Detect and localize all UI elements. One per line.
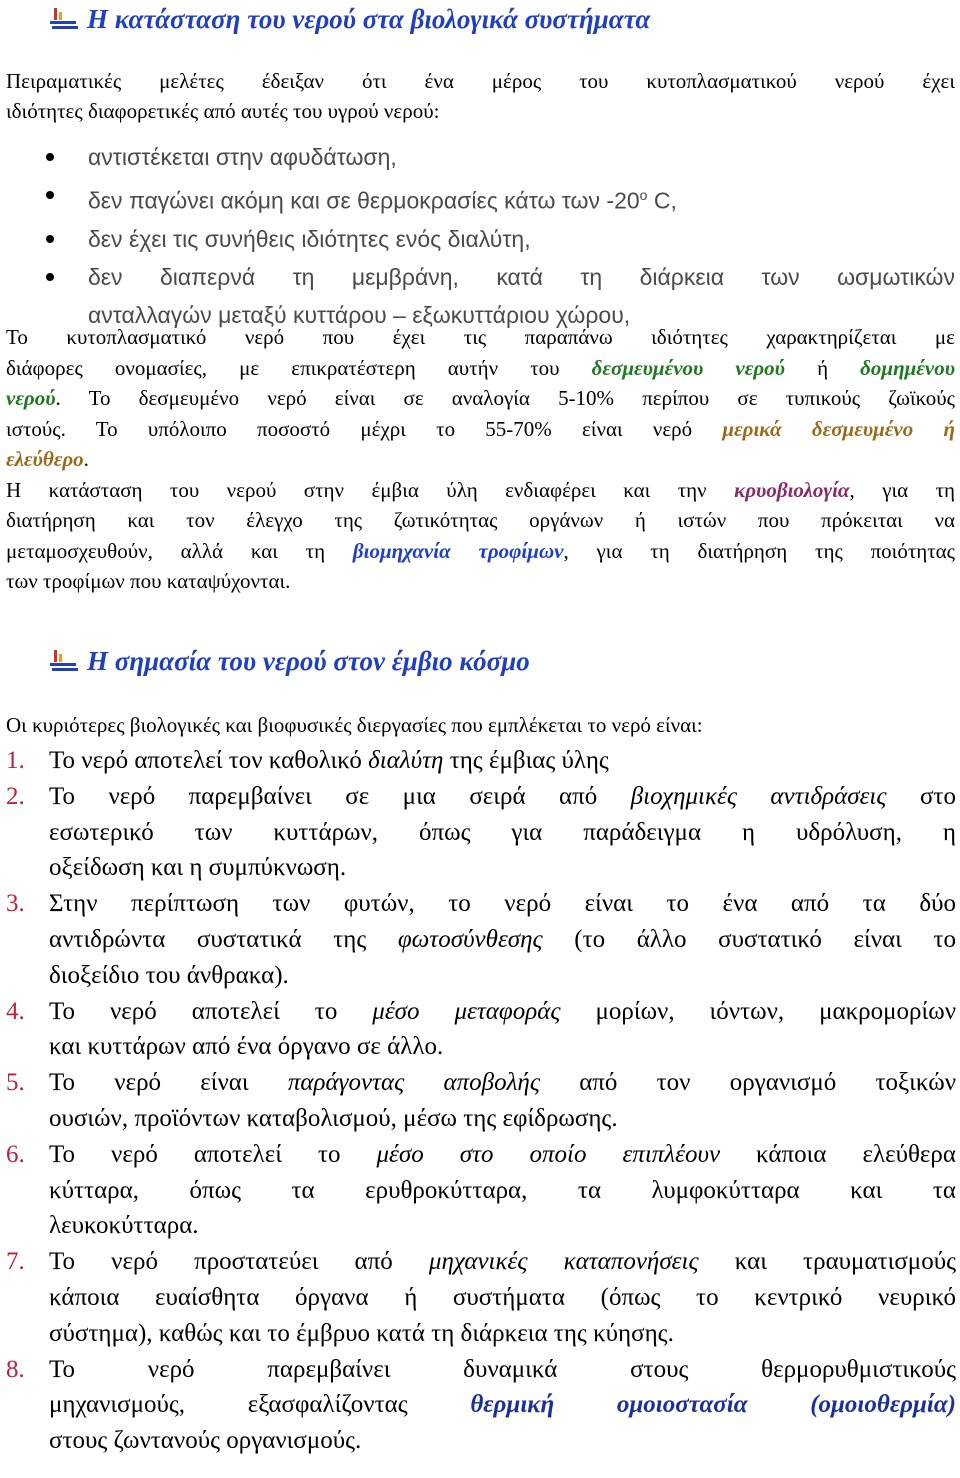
list-number: 1. [6,747,25,774]
text-line: Πειραματικές μελέτες έδειξαν ότι ένα μέρος του κυτοπλασματικού νερού έχει [6,69,955,93]
text-span: Το νερό είναι [49,1069,288,1097]
bullet-text: δεν παγώνει ακόμη και σε θερμοκρασίες κάτω των -20 [88,187,640,214]
text-line: λευκοκύτταρα. [49,1212,199,1240]
text-span: Το νερό παρεμβαίνει σε μια σειρά από [49,782,631,810]
intro-paragraph [6,66,955,126]
text-line [6,353,955,384]
text-line: κάποια ευαίσθητα όργανα ή συστήματα (όπως το κεντρικό νευρικό [49,1283,956,1311]
text-line [6,475,955,506]
text-span: διάφορες ονομασίες, με επικρατέστερη αυτήν του [6,355,592,380]
text-line: κύτταρα, όπως τα ερυθροκύτταρα, τα λυμφοκύτταρα και τα [49,1176,956,1204]
text-span: Το νερό αποτελεί τον καθολικό [49,747,369,774]
term-biochemical-reactions: βιοχημικές αντιδράσεις [630,782,887,810]
text-span: , για τη διατήρηση της ποιότητας [563,538,955,563]
text-span: ιστούς. Το υπόλοιπο ποσοστό μέχρι το 55-70% είναι νερό [6,416,723,441]
text-span: , για τη [849,477,955,502]
stacked-bars-bullet-icon [50,8,78,30]
bullet-text-tail: C, [647,187,677,214]
list-item [6,779,956,886]
list-item [6,743,956,779]
list-number: 2. [6,782,25,810]
text-line: σύστημα), καθώς και το έμβρυο κατά τη διάρκεια της κύησης. [49,1319,674,1347]
section-heading-importance-of-water [0,644,530,678]
term-excretion-factor: παράγοντας αποβολής [287,1069,540,1097]
list-number: 7. [6,1248,25,1276]
text-line [6,536,955,567]
text-line [6,414,955,445]
list-item [0,176,955,220]
text-span: από τον οργανισμό τοξικών [539,1069,956,1097]
bound-water-paragraph [6,322,955,597]
text-line: ιδιότητες διαφορετικές από αυτές του υγρού νερού: [6,99,440,123]
text-line: Το κυτοπλασματικό νερό που έχει τις παραπάνω ιδιότητες χαρακτηρίζεται με [6,325,955,349]
section-heading-state-of-water [0,2,650,36]
term-structured: δομημένου [860,355,956,380]
heading-text: Η κατάσταση του νερού στα βιολογικά συστήματα [87,3,651,34]
bullet-text: αντιστέκεται στην αφυδάτωση, [88,144,397,170]
processes-numbered-list [6,743,956,1459]
heading-text: Η σημασία του νερού στον έμβιο κόσμο [87,645,530,676]
text-span: μορίων, ιόντων, μακρομορίων [560,997,957,1025]
term-food-industry: βιομηχανία τροφίμων [352,538,564,563]
text-line: των τροφίμων που καταψύχονται. [6,569,291,593]
text-line [6,383,955,414]
text-span: Η κατάσταση του νερού στην έμβια ύλη ενδιαφέρει και την [6,477,735,502]
text-line: Το νερό παρεμβαίνει δυναμικά στους θερμορυθμιστικούς [49,1355,956,1383]
text-span: Το νερό αποτελεί το [49,1140,377,1168]
bullet-text: δεν έχει τις συνήθεις ιδιότητες ενός διαλύτη, [88,225,531,252]
text-span: αντιδρώντα συστατικά της [49,925,398,953]
list-number: 8. [6,1355,25,1383]
list-number: 4. [6,997,25,1025]
list-item [6,1065,956,1137]
list-item [6,994,956,1066]
list-item [6,886,956,993]
bullet-dot-icon [46,273,54,281]
text-span: ή [784,355,861,380]
term-solvent: διαλύτη [368,747,444,774]
text-line [6,444,955,475]
text-span: κάποια ελεύθερα [720,1140,957,1168]
text-line: εσωτερικό των κυττάρων, όπως για παράδειγμα η υδρόλυση, η [49,818,956,846]
text-line: και κυττάρων από ένα όργανο σε άλλο. [49,1033,444,1061]
list-item [6,1352,956,1459]
term-thermal-homeostasis: θερμική ομοιοστασία (ομοιοθερμία) [470,1391,956,1419]
term-partially-bound: μερικά δεσμευμένο ή [722,416,955,441]
bullet-dot-icon [46,235,54,243]
text-line: στους ζωντανούς οργανισμούς. [49,1427,362,1455]
list-item [6,1137,956,1244]
bullet-text-continued: ανταλλαγών μεταξύ κυττάρου – εξωκυττάριου χώρου, [88,301,631,328]
text-span: Το νερό αποτελεί το [49,997,373,1025]
text-line: ουσιών, προϊόντων καταβολισμού, μέσω της εφίδρωσης. [49,1104,618,1132]
term-floating-medium: μέσο στο οποίο επιπλέουν [376,1140,721,1168]
list-item [0,138,955,176]
term-free: ελεύθερο [6,447,84,471]
text-span: στο [886,782,956,810]
properties-bullet-list [0,138,955,334]
degree-superscript: ο [639,187,648,203]
bullet-dot-icon [46,153,54,161]
text-span: (το άλλο συστατικό είναι το [542,925,956,953]
text-span: και τραυματισμούς [698,1248,956,1276]
term-cryobiology: κρυοβιολογία [734,477,850,502]
list-number: 6. [6,1140,25,1168]
text-span: μεταμοσχευθούν, αλλά και τη [6,538,353,563]
text-span: Το νερό προστατεύει από [49,1248,429,1276]
list-item [0,220,955,258]
text-line: διατήρηση και τον έλεγχο της ζωτικότητας οργάνων ή ιστών που πρόκειται να [6,508,955,532]
bullet-dot-icon [46,191,54,199]
bullet-text: δεν διαπερνά τη μεμβράνη, κατά τη διάρκεια των ωσμωτικών [88,263,955,290]
term-bound-water: δεσμευμένου νερού [591,355,785,380]
text-line: διοξείδιο του άνθρακα). [49,961,289,989]
text-span: . Το δεσμευμένο νερό είναι σε αναλογία 5-10% περίπου σε τυπικούς ζωϊκούς [55,386,955,410]
term-photosynthesis: φωτοσύνθεσης [397,925,543,953]
section2-intro: Οι κυριότερες βιολογικές και βιοφυσικές διεργασίες που εμπλέκεται το νερό είναι: [6,713,703,737]
list-item [6,1244,956,1351]
text-span: . [83,447,89,471]
text-span: της έμβιας ύλης [443,747,609,774]
term-mechanical-stress: μηχανικές καταπονήσεις [428,1248,699,1276]
text-line: Στην περίπτωση των φυτών, το νερό είναι το ένα από τα δύο [49,890,956,918]
term-transport-medium: μέσο μεταφοράς [372,997,561,1025]
text-line: οξείδωση και η συμπύκνωση. [49,854,347,882]
list-number: 5. [6,1069,25,1097]
stacked-bars-bullet-icon [50,650,78,672]
text-span: μηχανισμούς, εξασφαλίζοντας [49,1391,471,1419]
term-water: νερού [6,386,56,410]
list-number: 3. [6,890,25,918]
